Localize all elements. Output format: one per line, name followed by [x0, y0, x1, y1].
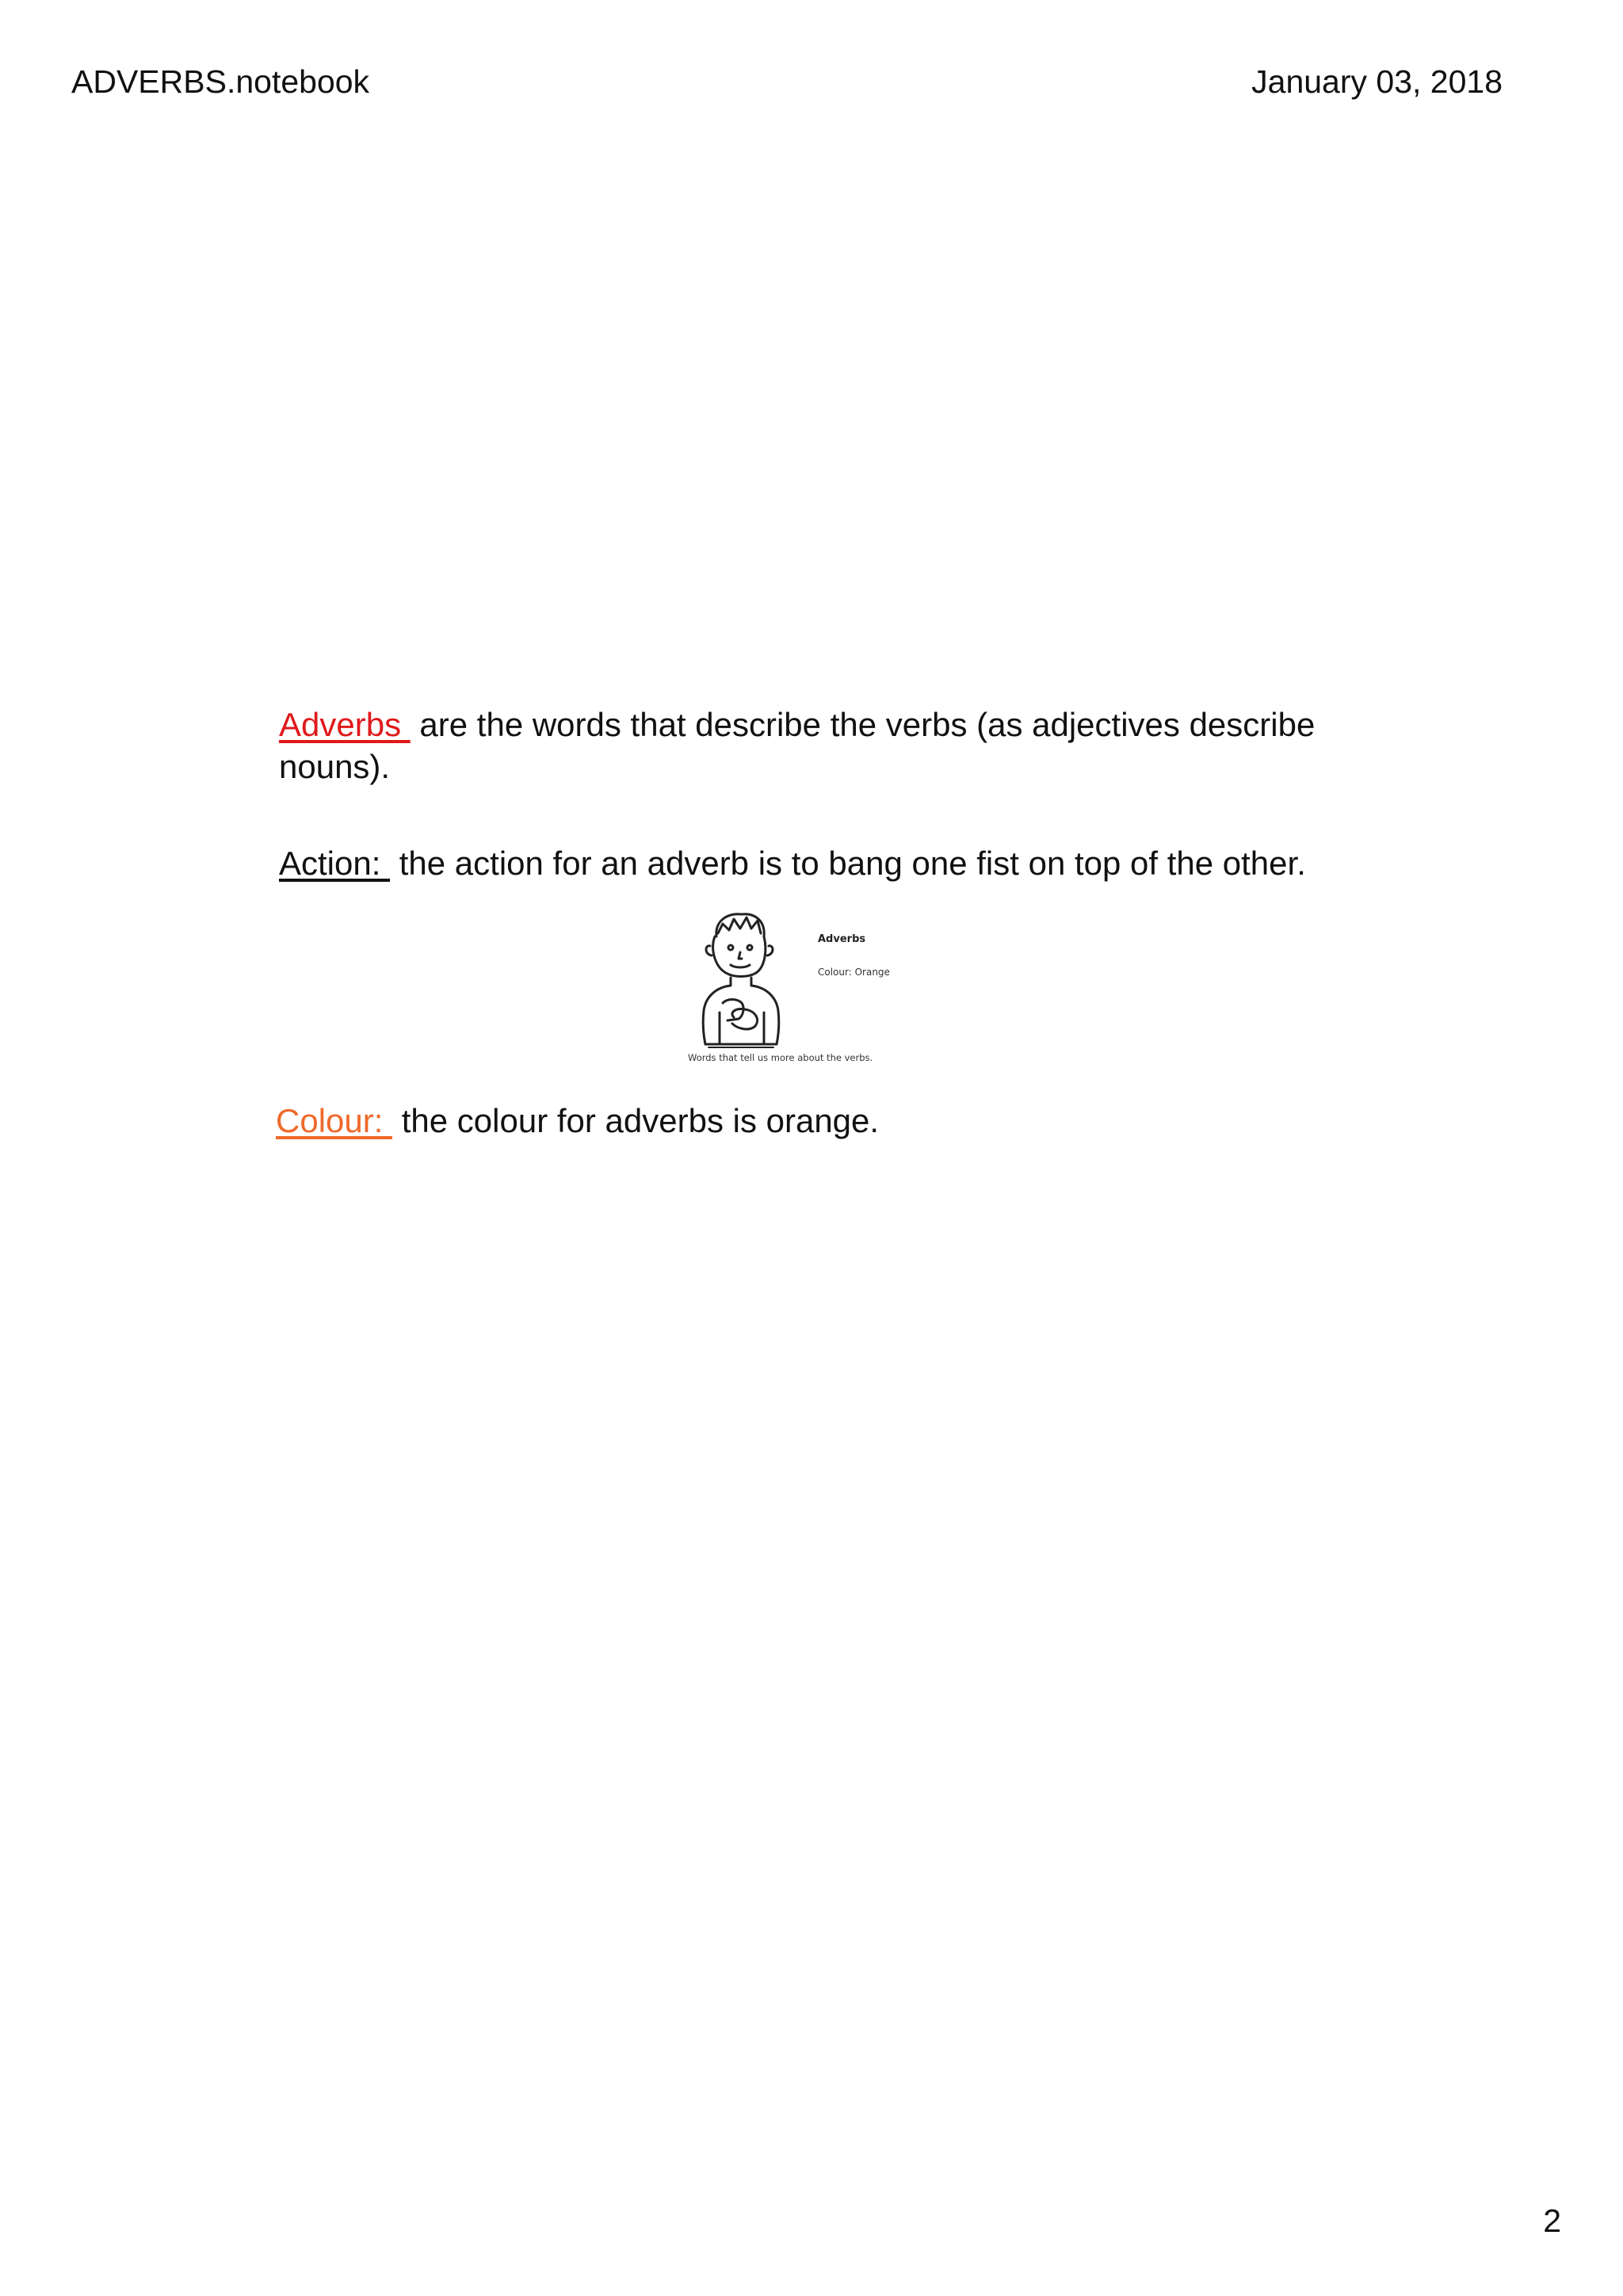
- figure-colour-label: Colour: Orange: [818, 967, 890, 978]
- adverbs-definition-text: are the words that describe the verbs (as adjectives describe nouns).: [279, 706, 1316, 785]
- document-filename: ADVERBS.notebook: [71, 63, 370, 100]
- action-term: Action:: [279, 845, 391, 882]
- adverb-action-illustration: [688, 910, 918, 1084]
- colour-term: Colour:: [276, 1102, 393, 1139]
- adverbs-term: Adverbs: [279, 706, 411, 743]
- boy-fist-drawing: [688, 910, 807, 1052]
- action-description: [279, 842, 1388, 884]
- page-number: 2: [1543, 2203, 1561, 2239]
- document-date: January 03, 2018: [1251, 63, 1503, 100]
- colour-description-text: the colour for adverbs is orange.: [392, 1102, 880, 1139]
- colour-description: [276, 1100, 879, 1142]
- adverbs-definition: [279, 704, 1388, 788]
- action-description-text: the action for an adverb is to bang one fist on top of the other.: [390, 845, 1306, 882]
- figure-caption: Words that tell us more about the verbs.: [688, 1052, 873, 1063]
- figure-title: Adverbs: [818, 933, 866, 945]
- notebook-content: [279, 704, 1388, 884]
